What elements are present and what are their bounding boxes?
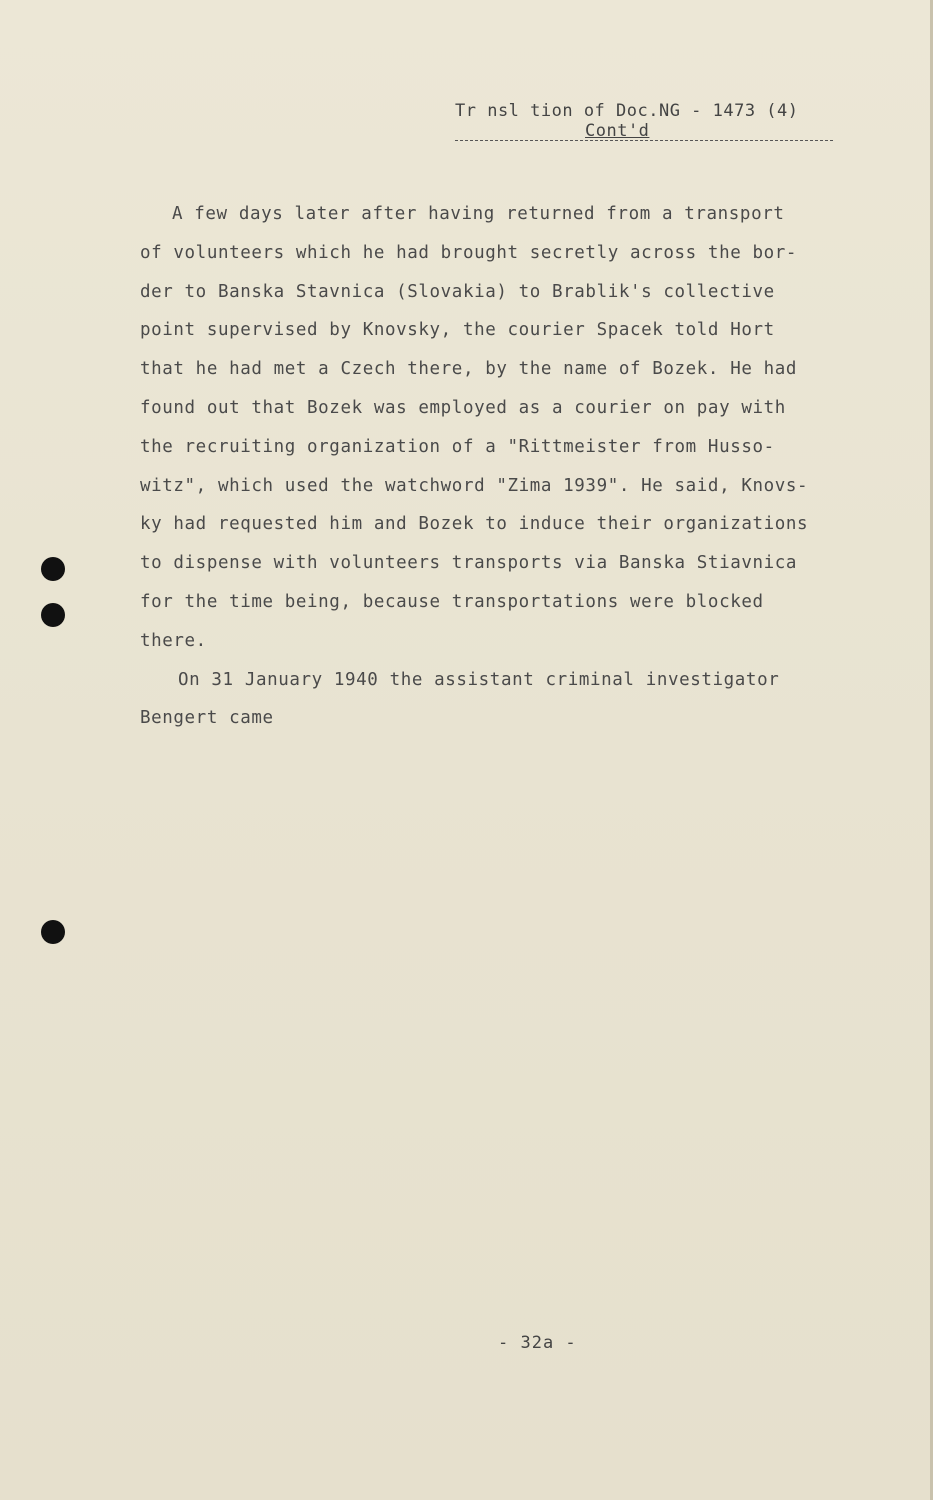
document-header (455, 100, 799, 141)
continued-marker (455, 122, 833, 141)
text-line: there. (140, 630, 207, 651)
document-body (140, 195, 860, 738)
punch-hole (41, 920, 65, 944)
punch-hole (41, 557, 65, 581)
text-line: ky had requested him and Bozek to induce their organizations (140, 514, 809, 535)
continued-label: Cont'd (585, 121, 650, 141)
text-line: Bengert came (140, 708, 274, 729)
text-line: On 31 January 1940 the assistant criminal investigator (178, 669, 780, 690)
text-line: to dispense with volunteers transports via Banska Stiavnica (140, 553, 798, 574)
text-line: of volunteers which he had brought secretly across the bor- (140, 242, 798, 263)
text-line: A few days later after having returned from a transport (172, 204, 785, 224)
text-line: for the time being, because transportations were blocked (140, 591, 764, 612)
punch-hole (41, 603, 65, 627)
text-line: found out that Bozek was employed as a courier on pay with (140, 397, 786, 418)
page-number: - 32a - (498, 1333, 577, 1353)
text-line: that he had met a Czech there, by the name of Bozek. He had (140, 359, 798, 380)
text-line: point supervised by Knovsky, the courier Spacek told Hort (140, 320, 775, 341)
paragraph-1 (140, 195, 860, 661)
text-line: der to Banska Stavnica (Slovakia) to Brablik's collective (140, 281, 775, 302)
translation-reference: Tr nsl tion of Doc.NG - 1473 (4) (455, 101, 799, 121)
text-line: the recruiting organization of a "Rittmeister from Husso- (140, 436, 775, 457)
paragraph-2 (140, 661, 860, 739)
text-line: witz", which used the watchword "Zima 1939". He said, Knovs- (140, 475, 809, 496)
